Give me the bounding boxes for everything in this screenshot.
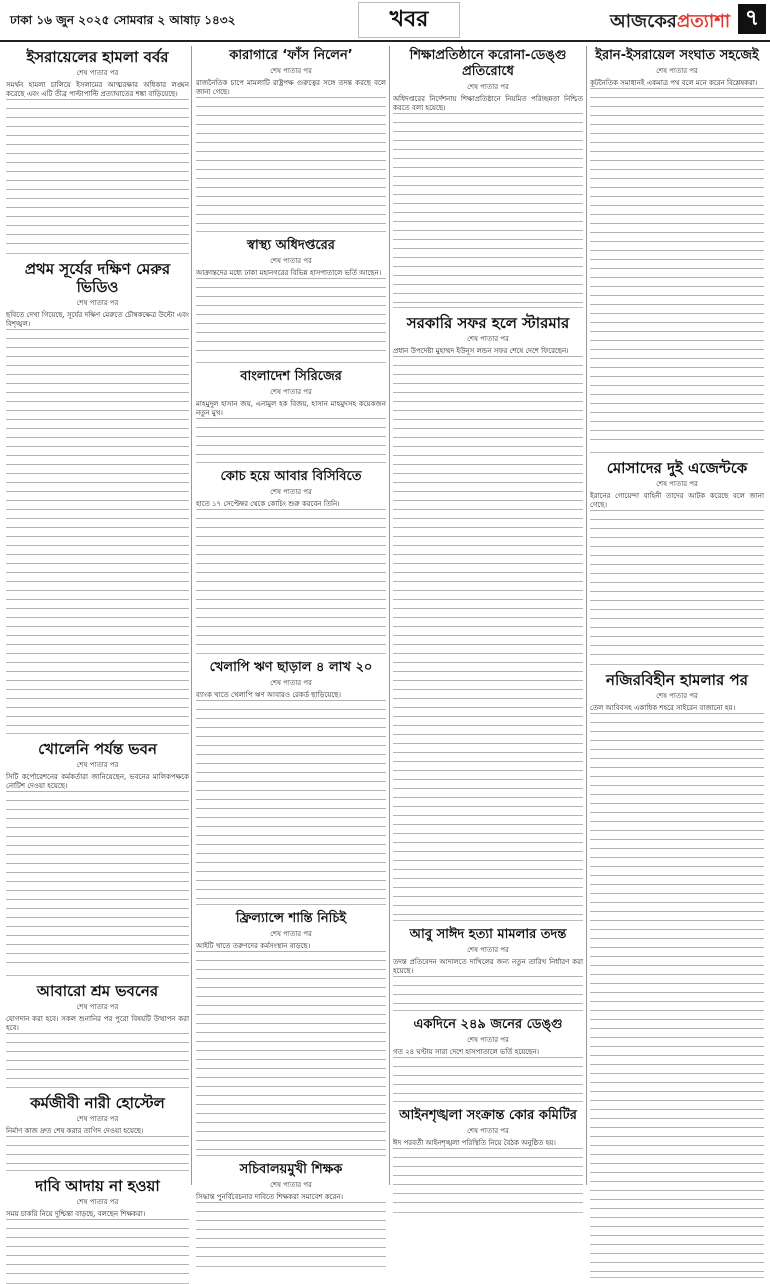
article-body-lines (6, 1136, 189, 1166)
article (196, 238, 386, 363)
article-headline: নজিরবিহীন হামলার পর (606, 671, 748, 689)
continued-note: শেষ পাতার পর (270, 488, 312, 496)
article-body-lines (196, 951, 386, 1151)
article-body-lines (6, 99, 189, 249)
article-body: সময় চাকরি নিয়ে দুশ্চিন্তা বাড়ছে, বলছেন শিক্ষকরা। (6, 1210, 146, 1218)
article-headline: আইনশৃঙ্খলা সংক্রান্ত কোর কমিটির (399, 1108, 577, 1123)
article-body-lines (196, 278, 386, 358)
article-body-lines (393, 1148, 583, 1208)
article-headline: মোসাদের দুই এজেন্টকে (606, 459, 748, 477)
article-body: সমর্থন হামলা চালিয়ে ইসলামের আত্মরক্ষার অধিকার লঙ্ঘন করেছে এবং এটি তীব্র পাল্টাপাল্টি প্রত্যাঘাতের শঙ্কা বাড়িয়েছে। (6, 81, 189, 98)
article (196, 48, 386, 232)
continued-note: শেষ পাতার পর (270, 930, 312, 938)
article-body: আক্রান্তদের মধ্যে ঢাকা মহানগরের বিভিন্ন হাসপাতালে ভর্তি আছেন। (196, 269, 382, 277)
brand-accent: প্রত্যাশা (676, 11, 731, 32)
article (393, 48, 583, 308)
article-body-lines (196, 418, 386, 458)
article-headline: দাবি আদায় না হওয়া (35, 1177, 160, 1195)
continued-note: শেষ পাতার পর (467, 1036, 509, 1044)
article-headline: সরকারি সফর হলে স্টারমার (406, 314, 570, 332)
article-body-lines (590, 88, 764, 448)
article-body: ঈদ পরবর্তী আইনশৃঙ্খলা পরিস্থিতি নিয়ে বৈঠক অনুষ্ঠিত হয়। (393, 1139, 556, 1147)
continued-note: শেষ পাতার পর (270, 1181, 312, 1189)
continued-note: শেষ পাতার পর (76, 299, 119, 307)
article-body-lines (6, 329, 189, 729)
article-body: মাহমুদুল হাসান জয়, এনামুল হক বিজয়, হাসান মাহমুদসহ কয়েকজন নতুন মুখ। (196, 400, 386, 417)
article-body: ছবিতে দেখা গিয়েছে, সূর্যের দক্ষিণ মেরুতে চৌম্বকক্ষেত্র উল্টো এবং বিশৃঙ্খল। (6, 311, 189, 328)
continued-note: শেষ পাতার পর (467, 946, 509, 954)
article (590, 48, 764, 453)
continued-note: শেষ পাতার পর (467, 335, 509, 343)
article-headline: একদিনে ২৪৯ জনের ডেঙ্গু (413, 1017, 563, 1032)
article (393, 314, 583, 921)
continued-note: শেষ পাতার পর (467, 1127, 509, 1135)
article-body-lines (393, 356, 583, 916)
article (6, 1094, 189, 1171)
article (6, 260, 189, 734)
article-headline: ইসরায়েলের হামলা বর্বর (26, 48, 169, 66)
continued-note: শেষ পাতার পর (76, 1003, 119, 1011)
masthead (0, 0, 770, 42)
article (6, 982, 189, 1088)
article-body: তেল আবিবসহ একাধিক শহরে সাইরেন বাজানো হয়। (590, 704, 736, 712)
article (196, 369, 386, 463)
column-4 (590, 46, 764, 1185)
article-body: হাতে ১৭ সেপ্টেম্বর থেকে কোচিং শুরু করবেন তিনি। (196, 500, 340, 508)
article-headline: আবু সাঈদ হত্যা মামলার তদন্ত (409, 927, 567, 942)
article-body: যোগদান করা হবে। সকল শুনানির পর পুরো বিষয়টি উত্থাপন করা হবে। (6, 1015, 189, 1032)
article-headline: ফ্রিল্যান্সে শান্তি নিচিই (235, 911, 347, 926)
article-body-lines (196, 97, 386, 227)
article-body-lines (196, 1202, 386, 1262)
article-body-lines (590, 713, 764, 1273)
article-headline: প্রথম সূর্যের দক্ষিণ মেরুর ভিডিও (24, 260, 171, 296)
continued-note: শেষ পাতার পর (76, 69, 119, 77)
article (590, 459, 764, 665)
article-body-lines (393, 113, 583, 303)
article-body-lines (393, 1057, 583, 1097)
continued-note: শেষ পাতার পর (656, 692, 698, 700)
brand-logo (610, 7, 730, 38)
article (6, 1177, 189, 1284)
brand-prefix: আজকের (610, 11, 677, 32)
article-body-lines (6, 1033, 189, 1083)
column-2 (196, 46, 386, 1201)
article (393, 1017, 583, 1102)
article-body: নির্মাণ কাজ দ্রুত শেষ করার তাগিদ দেওয়া হয়েছে। (6, 1127, 144, 1135)
article (196, 660, 386, 905)
article-body: ব্যাংক খাতে খেলাপি ঋণ আবারও রেকর্ড ছাড়িয়েছে। (196, 691, 341, 699)
article (196, 911, 386, 1156)
article-body: কূটনৈতিক সমাধানই একমাত্র পথ বলে মনে করেন বিশ্লেষকরা। (590, 79, 758, 87)
article-headline: ইরান-ইসরায়েল সংঘাত সহজেই (595, 48, 759, 63)
article (6, 48, 189, 254)
article-body: গত ২৪ ঘণ্টায় সারা দেশে হাসপাতালে ভর্তি হয়েছেন। (393, 1048, 540, 1056)
article (196, 1162, 386, 1267)
column-divider (389, 46, 390, 1185)
article-headline: সচিবালয়মুখী শিক্ষক (239, 1162, 343, 1177)
article-headline: আবারো শ্রম ভবনের (36, 982, 159, 1000)
article-body: প্রধান উপদেষ্টা মুহাম্মদ ইউনূস লন্ডন সফর শেষে দেশে ফিরেছেন। (393, 347, 569, 355)
continued-note: শেষ পাতার পর (76, 1198, 119, 1206)
continued-note: শেষ পাতার পর (467, 83, 509, 91)
article-headline: খোলেনি পর্যন্ত ভবন (38, 740, 157, 758)
article (196, 469, 386, 654)
article-headline: বাংলাদেশ সিরিজের (240, 369, 342, 384)
issue-date: ঢাকা ১৬ জুন ২০২৫ সোমবার ২ আষাঢ় ১৪৩২ (10, 13, 236, 27)
page-number: ৭ (738, 4, 766, 34)
article (6, 740, 189, 976)
column-divider (586, 46, 587, 1185)
section-name: খবর (358, 2, 460, 38)
column-3 (393, 46, 583, 1185)
column-divider (191, 46, 192, 1185)
continued-note: শেষ পাতার পর (76, 761, 119, 769)
article-body-lines (393, 976, 583, 1006)
article (393, 1108, 583, 1213)
continued-note: শেষ পাতার পর (270, 67, 312, 75)
article-body: আইটি খাতে তরুণদের কর্মসংস্থান বাড়ছে। (196, 942, 311, 950)
article-body: তদন্ত প্রতিবেদন আদালতে দাখিলের জন্য নতুন তারিখ নির্ধারণ করা হয়েছে। (393, 958, 583, 975)
continued-note: শেষ পাতার পর (76, 1115, 119, 1123)
continued-note: শেষ পাতার পর (270, 257, 312, 265)
article-body-lines (196, 700, 386, 900)
column-1 (6, 46, 189, 1218)
article-headline: খেলাপি ঋণ ছাড়াল ৪ লাখ ২০ (209, 660, 373, 675)
article-body: ইরানের গোয়েন্দা বাহিনী তাদের আটক করেছে বলে জানা গেছে। (590, 492, 764, 509)
continued-note: শেষ পাতার পর (270, 679, 312, 687)
article-body: সিদ্ধান্ত পুনর্বিবেচনার দাবিতে শিক্ষকরা সমাবেশ করেন। (196, 1193, 344, 1201)
continued-note: শেষ পাতার পর (656, 67, 698, 75)
article-body-lines (590, 510, 764, 660)
continued-note: শেষ পাতার পর (270, 388, 312, 396)
article-headline: কোচ হয়ে আবার বিসিবিতে (220, 469, 362, 484)
continued-note: শেষ পাতার পর (656, 480, 698, 488)
article (393, 927, 583, 1011)
article-body-lines (6, 1219, 189, 1279)
article-body: অধিদপ্তরের নির্দেশনায় শিক্ষাপ্রতিষ্ঠানে নিয়মিত পরিচ্ছন্নতা নিশ্চিত করতে বলা হয়েছে। (393, 95, 583, 112)
article-body: রাজনৈতিক চাপে মামলাটি রাষ্ট্রপক্ষ গুরুত্বের সঙ্গে তদন্ত করছে বলে জানা গেছে। (196, 79, 386, 96)
article-body-lines (6, 791, 189, 971)
article-body-lines (196, 509, 386, 649)
article-headline: স্বাস্থ্য অধিদপ্তরের (247, 238, 335, 253)
article-headline: কারাগারে ‘ফাঁস নিলেন’ (229, 48, 353, 63)
article-headline: শিক্ষাপ্রতিষ্ঠানে করোনা-ডেঙ্গু প্রতিরোধে (409, 48, 567, 79)
article (590, 671, 764, 1278)
article-headline: কর্মজীবী নারী হোস্টেল (30, 1094, 165, 1112)
article-body: সিটি কর্পোরেশনের কর্মকর্তারা জানিয়েছেন, ভবনের মালিকপক্ষকে নোটিশ দেওয়া হয়েছে। (6, 773, 189, 790)
